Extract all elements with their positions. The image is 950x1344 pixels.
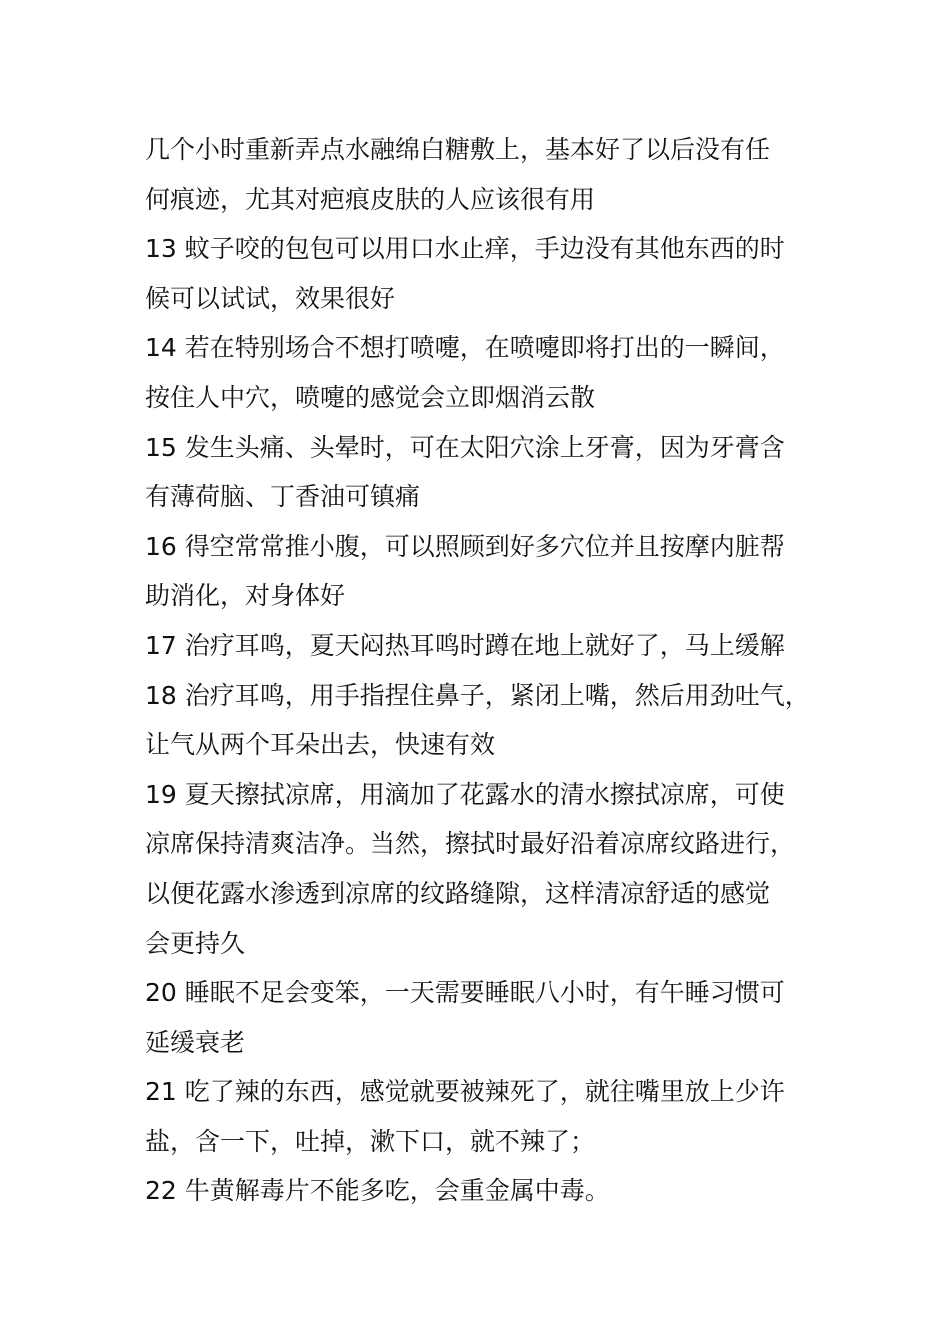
text-line: 19 夏天擦拭凉席，用滴加了花露水的清水擦拭凉席，可使 — [145, 779, 785, 809]
document-body — [145, 125, 825, 1216]
text-line: 13 蚊子咬的包包可以用口水止痒，手边没有其他东西的时 — [145, 234, 785, 264]
text-line: 让气从两个耳朵出去，快速有效 — [145, 730, 496, 760]
text-line: 助消化，对身体好 — [145, 581, 346, 611]
text-line: 何痕迹，尤其对疤痕皮肤的人应该很有用 — [145, 184, 596, 214]
text-line: 21 吃了辣的东西，感觉就要被辣死了，就往嘴里放上少许 — [145, 1077, 785, 1107]
text-line: 18 治疗耳鸣，用手指捏住鼻子，紧闭上嘴，然后用劲吐气， — [145, 680, 810, 710]
text-line: 按住人中穴，喷嚏的感觉会立即烟消云散 — [145, 382, 596, 412]
text-line: 延缓衰老 — [145, 1027, 246, 1057]
text-line: 15 发生头痛、头晕时，可在太阳穴涂上牙膏，因为牙膏含 — [145, 432, 785, 462]
text-line: 候可以试试，效果很好 — [145, 283, 396, 313]
text-line: 20 睡眠不足会变笨，一天需要睡眠八小时，有午睡习惯可 — [145, 978, 785, 1008]
text-line: 几个小时重新弄点水融绵白糖敷上，基本好了以后没有任 — [145, 135, 771, 164]
text-line: 以便花露水渗透到凉席的纹路缝隙，这样清凉舒适的感觉 — [145, 878, 771, 908]
text-line: 16 得空常常推小腹，可以照顾到好多穴位并且按摩内脏帮 — [145, 531, 785, 561]
text-line: 14 若在特别场合不想打喷嚏，在喷嚏即将打出的一瞬间， — [145, 333, 785, 363]
text-line: 会更持久 — [145, 928, 246, 958]
text-line: 有薄荷脑、丁香油可镇痛 — [145, 482, 421, 512]
text-line: 盐，含一下，吐掉，漱下口，就不辣了； — [145, 1126, 596, 1156]
text-line: 17 治疗耳鸣，夏天闷热耳鸣时蹲在地上就好了，马上缓解 — [145, 630, 785, 660]
text-line: 凉席保持清爽洁净。当然，擦拭时最好沿着凉席纹路进行， — [145, 829, 796, 859]
text-line: 22 牛黄解毒片不能多吃，会重金属中毒。 — [145, 1176, 610, 1206]
